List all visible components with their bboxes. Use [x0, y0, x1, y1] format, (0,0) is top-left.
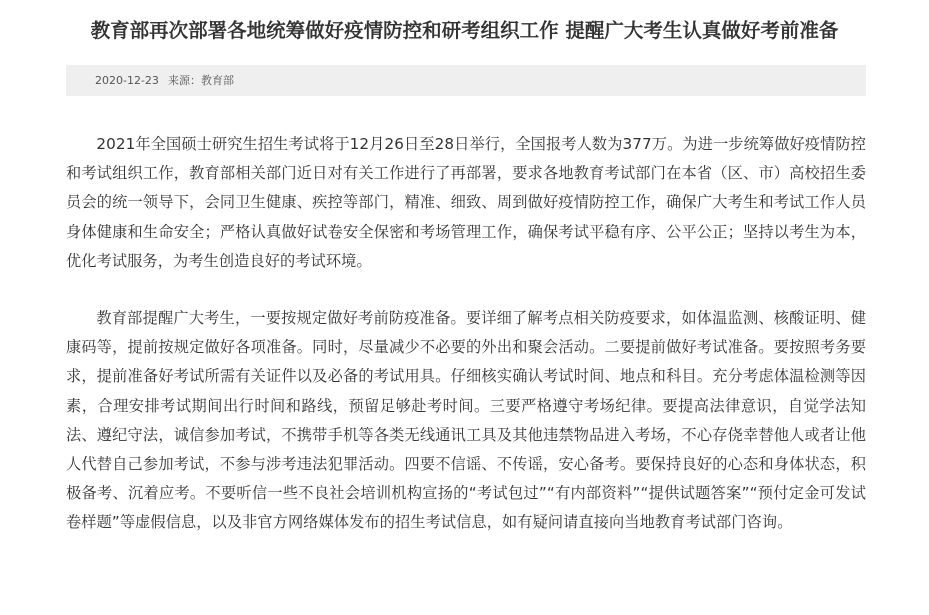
article-body [66, 130, 866, 538]
article-source: 来源：教育部 [168, 74, 234, 87]
article-meta-bar [66, 65, 866, 96]
article-title: 教育部再次部署各地统筹做好疫情防控和研考组织工作 提醒广大考生认真做好考前准备 [90, 19, 839, 42]
article-paragraph: 2021年全国硕士研究生招生考试将于12月26日至28日举行，全国报考人数为377万。为进一步统筹做好疫情防控和考试组织工作，教育部相关部门近日对有关工作进行了再部署，要求各地教育考试部门在本省（区、市）高校招生委员会的统一领导下，会同卫生健康、疾控等部门，精准、细致、周到做好疫情防控工作，确保广大考生和考试工作人员身体健康和生命安全；严格认真做好试卷安全保密和考场管理工作，确保考试平稳有序、公平公正；坚持以考生为本，优化考试服务，为考生创造良好的考试环境。 [66, 135, 866, 270]
article-paragraph: 教育部提醒广大考生，一要按规定做好考前防疫准备。要详细了解考点相关防疫要求，如体温监测、核酸证明、健康码等，提前按规定做好各项准备。同时，尽量减少不必要的外出和聚会活动。二要提前做好考试准备。要按照考务要求，提前准备好考试所需有关证件以及必备的考试用具。仔细核实确认考试时间、地点和科目。充分考虑体温检测等因素，合理安排考试期间出行时间和路线，预留足够赴考时间。三要严格遵守考场纪律。要提高法律意识，自觉学法知法、遵纪守法，诚信参加考试，不携带手机等各类无线通讯工具及其他违禁物品进入考场，不心存侥幸替他人或者让他人代替自己参加考试，不参与涉考违法犯罪活动。四要不信谣、不传谣，安心备考。要保持良好的心态和身体状态，积极备考、沉着应考。不要听信一些不良社会培训机构宣扬的“考试包过”“有内部资料”“提供试题答案”“预付定金可发试卷样题”等虚假信息，以及非官方网络媒体发布的招生考试信息，如有疑问请直接向当地教育考试部门咨询。 [66, 309, 866, 532]
publish-date: 2020-12-23 [95, 74, 159, 87]
